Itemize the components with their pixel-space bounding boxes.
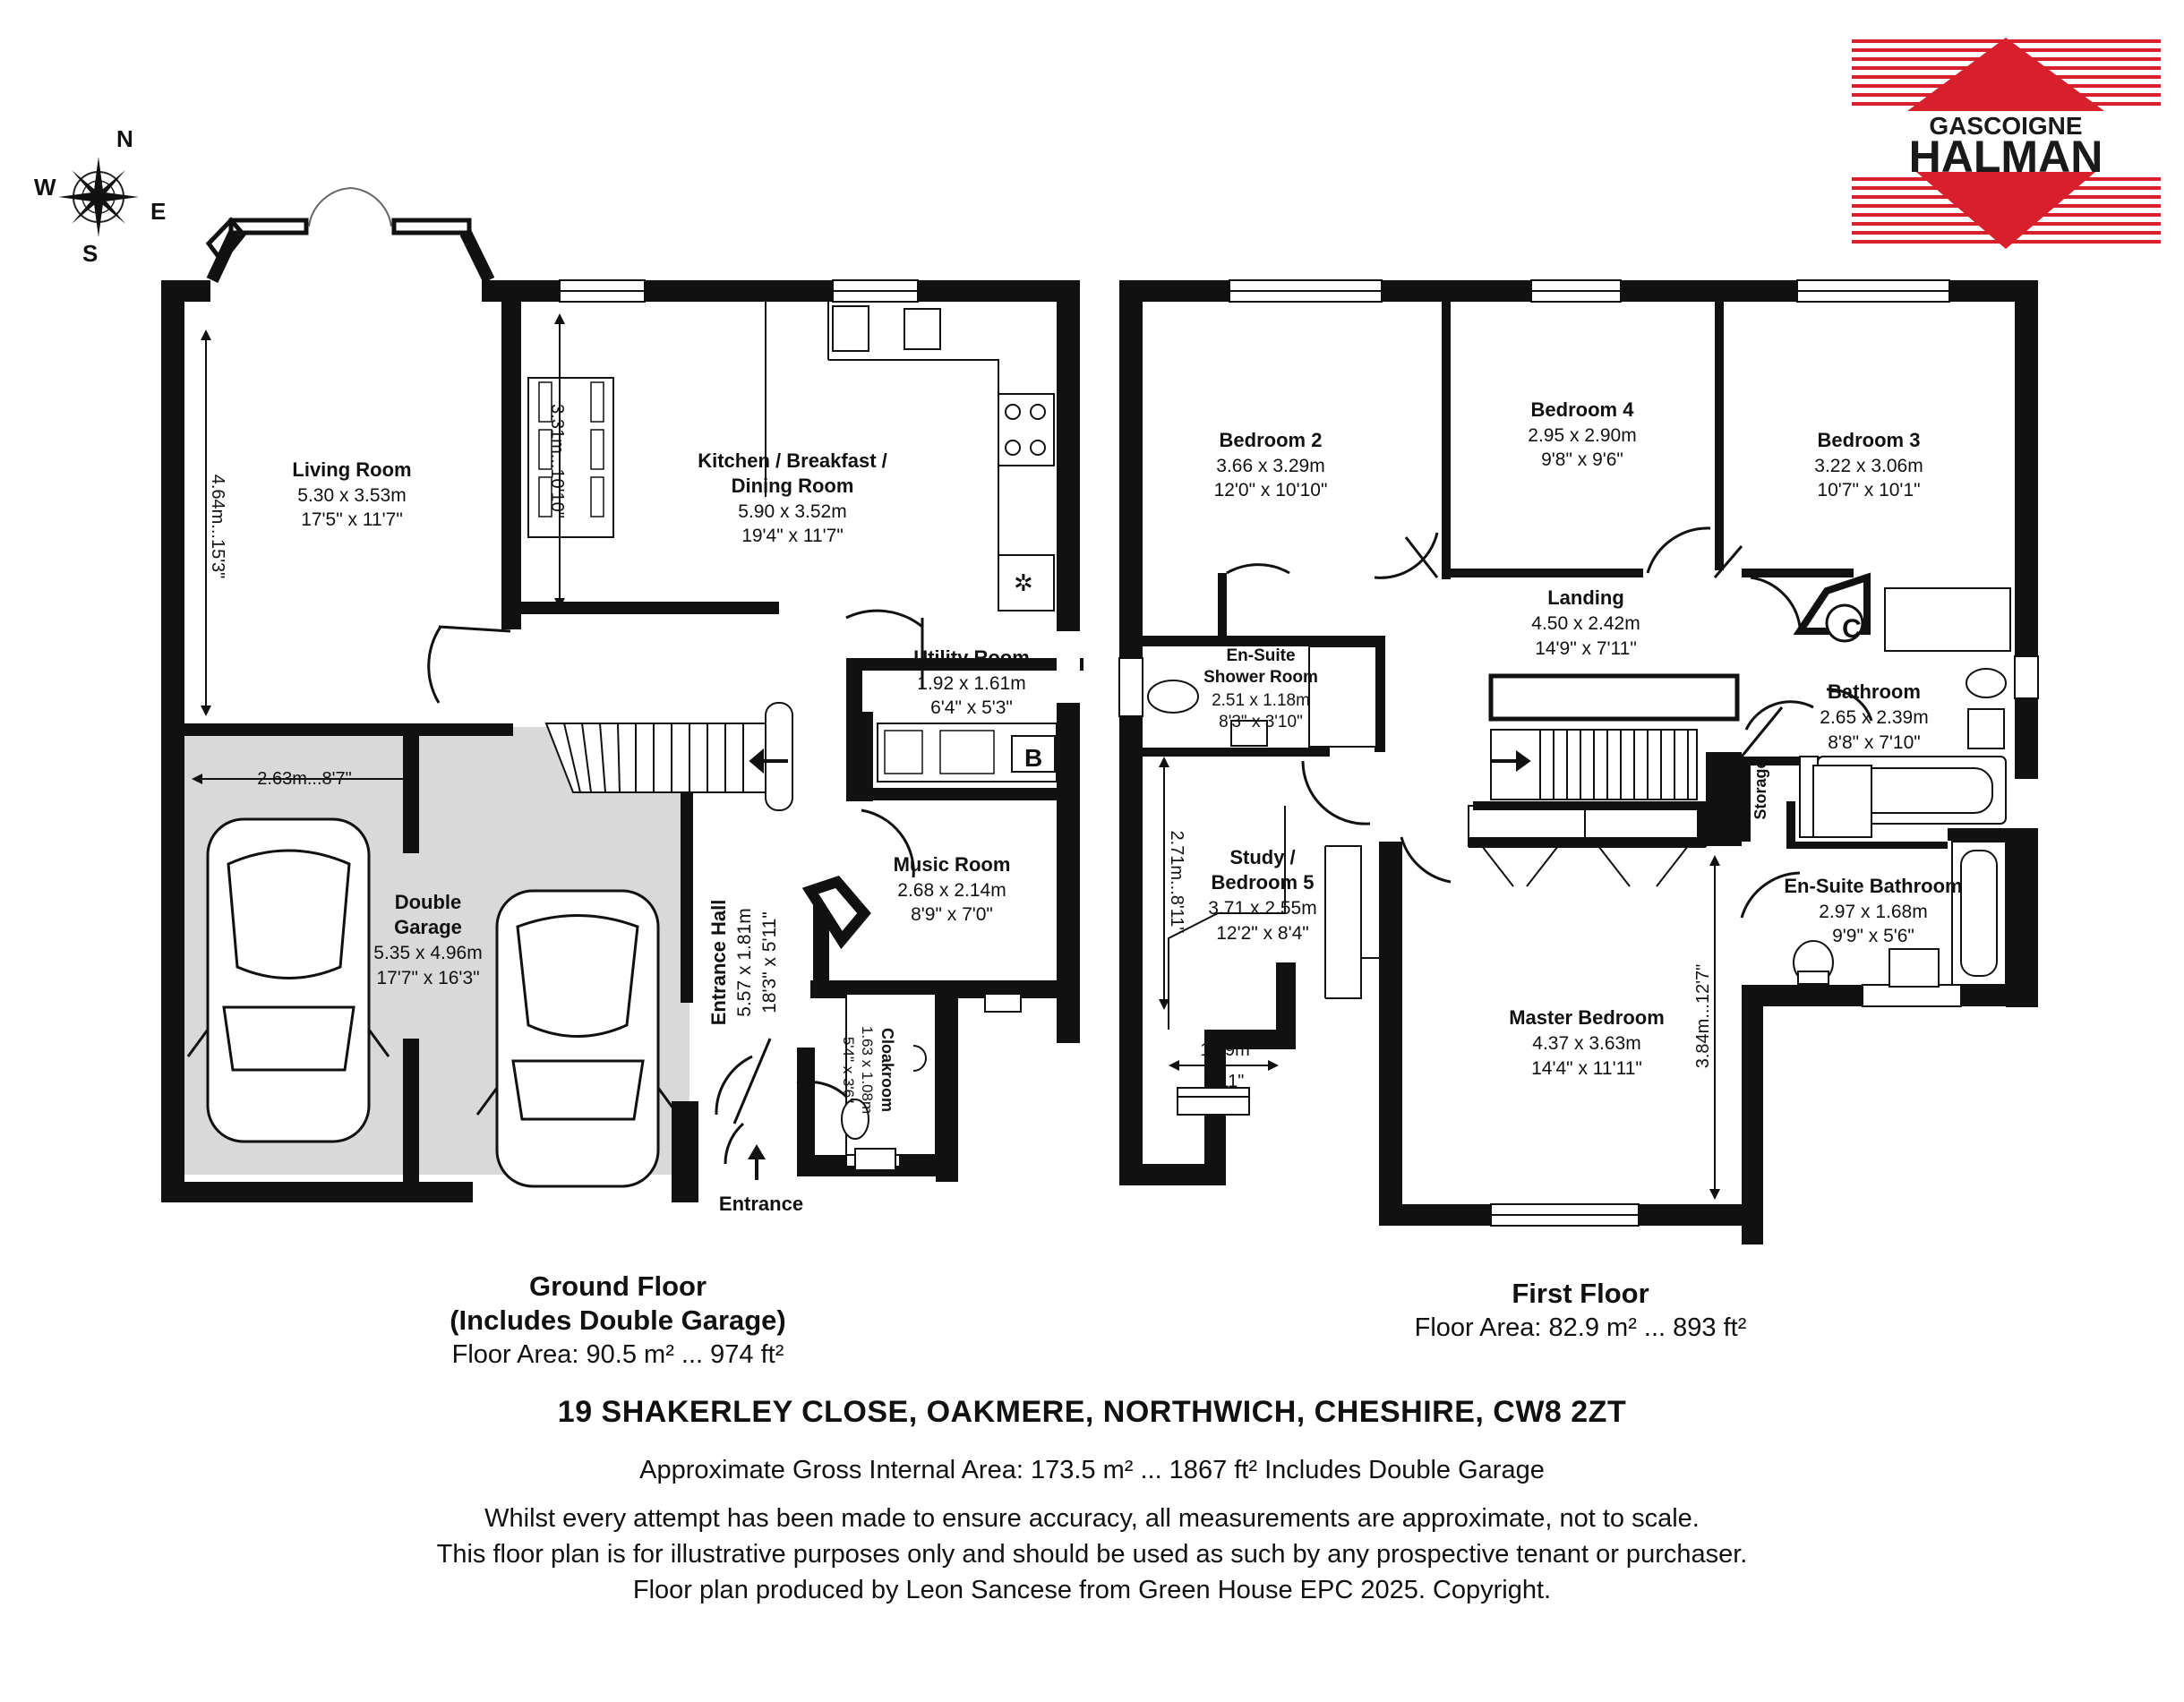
entrance-arrow-icon (748, 1144, 766, 1180)
garage-car-right-icon (477, 891, 678, 1186)
ensuite-bathroom-metric: 2.97 x 1.68m (1819, 902, 1928, 922)
first-floor-title: First Floor (1512, 1278, 1649, 1309)
first-floor-dimension-lines (1164, 761, 1715, 1195)
gascoigne-halman-logo (1852, 38, 2161, 251)
study-bay-dim-metric: 1.19m (1200, 1040, 1250, 1060)
utility-room-imperial: 6'4" x 5'3" (930, 697, 1013, 718)
entrance-hall-name: Entrance Hall (707, 899, 730, 1026)
music-room-imperial: 8'9" x 7'0" (911, 904, 993, 925)
study-name-line1: Study / (1229, 846, 1296, 868)
first-floor-plan (1119, 280, 2038, 1244)
ensuite-shower-imperial: 8'3" x 3'10" (1219, 713, 1303, 731)
cloakroom-name: Cloakroom (878, 1027, 896, 1113)
garage-imperial: 17'7" x 16'3" (376, 968, 480, 988)
garage-name-line2: Garage (394, 916, 462, 938)
kitchen-name-line1: Kitchen / Breakfast / (698, 449, 887, 472)
bedroom-2-metric: 3.66 x 3.29m (1216, 456, 1325, 476)
entrance-label: Entrance (718, 1193, 804, 1215)
property-address: 19 SHAKERLEY CLOSE, OAKMERE, NORTHWICH, CHESHIRE, CW8 2ZT (557, 1395, 1627, 1429)
bedroom-2-name: Bedroom 2 (1219, 429, 1323, 451)
cylinder-label: C (1842, 614, 1862, 644)
study-imperial: 12'2" x 8'4" (1216, 923, 1309, 944)
ground-floor-caption (394, 1270, 842, 1372)
ground-floor-subtitle: (Includes Double Garage) (450, 1304, 786, 1336)
kitchen-metric: 5.90 x 3.52m (738, 501, 847, 522)
study-bay-dim-imperial: 3'11" (1205, 1072, 1245, 1091)
living-room-imperial: 17'5" x 11'7" (301, 509, 403, 530)
disclaimer-line-1: Whilst every attempt has been made to ensure accuracy, all measurements are approximate, not to scale. (484, 1504, 1700, 1533)
kitchen-height-dim: 3.31m...10'10" (547, 404, 567, 518)
master-wardrobes (1469, 806, 1706, 886)
utility-room-name: Utility Room (913, 646, 1030, 669)
cloakroom-metric: 1.63 x 1.08m (859, 1025, 876, 1115)
garage-car-left-icon (188, 819, 389, 1142)
bedroom-3-name: Bedroom 3 (1817, 429, 1921, 451)
compass-w-label: W (34, 174, 56, 201)
ground-floor-area: Floor Area: 90.5 m² ... 974 ft² (451, 1340, 784, 1369)
bedroom-4-name: Bedroom 4 (1530, 398, 1634, 421)
kitchen-name-line2: Dining Room (731, 475, 854, 497)
disclaimer-line-2: This floor plan is for illustrative purposes only and should be used as such by any prospective tenant or purchaser. (436, 1540, 1748, 1569)
compass-s-label: S (82, 240, 98, 267)
ensuite-shower-name-line2: Shower Room (1203, 668, 1318, 687)
bedroom-3-imperial: 10'7" x 10'1" (1817, 480, 1921, 500)
cloakroom-imperial: 5'4" x 3'6" (840, 1036, 857, 1104)
ensuite-shower-metric: 2.51 x 1.18m (1212, 691, 1310, 710)
compass-rose-icon (34, 125, 166, 267)
living-bay-window (209, 188, 489, 280)
gross-internal-area: Approximate Gross Internal Area: 173.5 m² ... 1867 ft² Includes Double Garage (639, 1456, 1545, 1484)
living-room-height-dim: 4.64m...15'3" (208, 474, 227, 579)
storage-label: Storage (1751, 759, 1769, 820)
music-room-metric: 2.68 x 2.14m (897, 880, 1006, 901)
entrance-hall-metric: 5.57 x 1.81m (734, 908, 755, 1017)
bathroom-imperial: 8'8" x 7'10" (1828, 732, 1921, 753)
entrance-hall-imperial: 18'3" x 5'11" (759, 911, 780, 1014)
master-bedroom-height-dim: 3.84m...12'7" (1693, 963, 1713, 1069)
study-metric: 3.71 x 2.55m (1208, 898, 1317, 919)
compass-e-label: E (150, 198, 167, 225)
ensuite-bathroom-imperial: 9'9" x 5'6" (1832, 926, 1914, 946)
bedroom-2-imperial: 12'0" x 10'10" (1213, 480, 1328, 500)
landing-name: Landing (1547, 586, 1624, 609)
first-floor-caption (1348, 1277, 1813, 1345)
master-bedroom-imperial: 14'4" x 11'11" (1531, 1058, 1642, 1079)
living-room-name: Living Room (292, 458, 412, 481)
master-bedroom-name: Master Bedroom (1509, 1006, 1665, 1029)
garage-name-line1: Double (394, 891, 462, 913)
bedroom-4-imperial: 9'8" x 9'6" (1541, 449, 1623, 470)
extractor-fan-icon: ✲ (1014, 569, 1033, 596)
logo-line2: HALMAN (1908, 132, 2103, 182)
kitchen-imperial: 19'4" x 11'7" (741, 526, 844, 546)
bathroom-metric: 2.65 x 2.39m (1820, 707, 1929, 728)
first-floor-dimension-arrows (1159, 757, 1720, 1200)
landing-imperial: 14'9" x 7'11" (1535, 638, 1637, 659)
ground-floor-title: Ground Floor (528, 1270, 707, 1302)
ground-floor-plan (161, 188, 1083, 1215)
study-name-line2: Bedroom 5 (1211, 871, 1315, 894)
study-height-dim: 2.71m...8'11" (1167, 830, 1186, 934)
disclaimer-line-3: Floor plan produced by Leon Sancese from Green House EPC 2025. Copyright. (632, 1576, 1552, 1604)
landing-metric: 4.50 x 2.42m (1531, 613, 1640, 634)
bedroom-3-metric: 3.22 x 3.06m (1814, 456, 1923, 476)
utility-room-metric: 1.92 x 1.61m (917, 673, 1026, 694)
disclaimer (0, 1501, 2184, 1608)
compass-n-label: N (116, 125, 133, 152)
ensuite-bathroom-name: En-Suite Bathroom (1784, 875, 1963, 897)
master-bedroom-metric: 4.37 x 3.63m (1532, 1033, 1641, 1054)
boiler-label: B (1024, 744, 1043, 772)
bedroom-4-metric: 2.95 x 2.90m (1528, 425, 1637, 446)
logo-line1: GASCOIGNE (1929, 112, 2083, 140)
garage-width-dim: 2.63m...8'7" (257, 769, 352, 789)
living-room-metric: 5.30 x 3.53m (297, 485, 407, 506)
ensuite-shower-name-line1: En-Suite (1226, 646, 1296, 665)
bathroom-name: Bathroom (1828, 680, 1921, 703)
first-floor-area: Floor Area: 82.9 m² ... 893 ft² (1414, 1313, 1747, 1342)
music-room-name: Music Room (893, 853, 1011, 876)
garage-metric: 5.35 x 4.96m (373, 943, 483, 963)
first-floor-stairs (1491, 676, 1737, 800)
